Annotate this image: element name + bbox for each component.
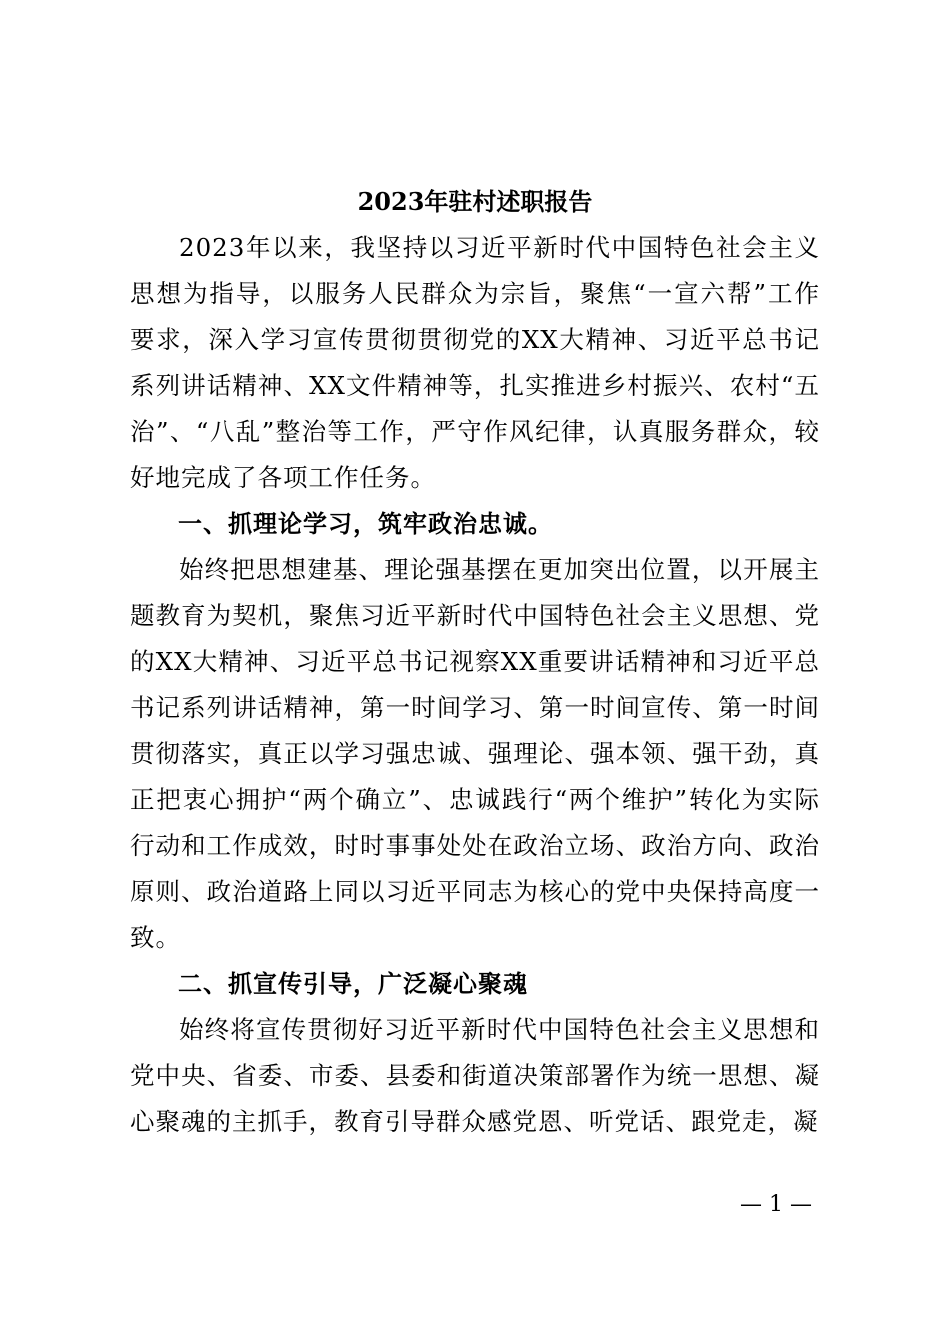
- document-body: [130, 225, 820, 1145]
- page-number: — 1 —: [740, 1192, 812, 1217]
- section-body-2: 始终将宣传贯彻好习近平新时代中国特色社会主义思想和党中央、省委、市委、县委和街道决策部署作为统一思想、凝心聚魂的主抓手，教育引导群众感党恩、听党话、跟党走，凝: [130, 1015, 820, 1136]
- intro-paragraph: 2023年以来，我坚持以习近平新时代中国特色社会主义思想为指导，以服务人民群众为宗旨，聚焦“一宣六帮”工作要求，深入学习宣传贯彻贯彻党的XX大精神、习近平总书记系列讲话精神、XX文件精神等，扎实推进乡村振兴、农村“五治”、“八乱”整治等工作，严守作风纪律，认真服务群众，较好地完成了各项工作任务。: [130, 233, 821, 492]
- section-body-1: 始终把思想建基、理论强基摆在更加突出位置，以开展主题教育为契机，聚焦习近平新时代中国特色社会主义思想、党的XX大精神、习近平总书记视察XX重要讲话精神和习近平总书记系列讲话精神，第一时间学习、第一时间宣传、第一时间贯彻落实，真正以学习强忠诚、强理论、强本领、强干劲，真正把衷心拥护“两个确立”、忠诚践行“两个维护”转化为实际行动和工作成效，时时事事处处在政治立场、政治方向、政治原则、政治道路上同以习近平同志为核心的党中央保持高度一致。: [130, 555, 820, 952]
- section-heading-2: 二、抓宣传引导，广泛凝心聚魂: [178, 970, 528, 998]
- section-heading-1: 一、抓理论学习，筑牢政治忠诚。: [178, 510, 553, 538]
- document-title: 2023年驻村述职报告: [357, 187, 593, 216]
